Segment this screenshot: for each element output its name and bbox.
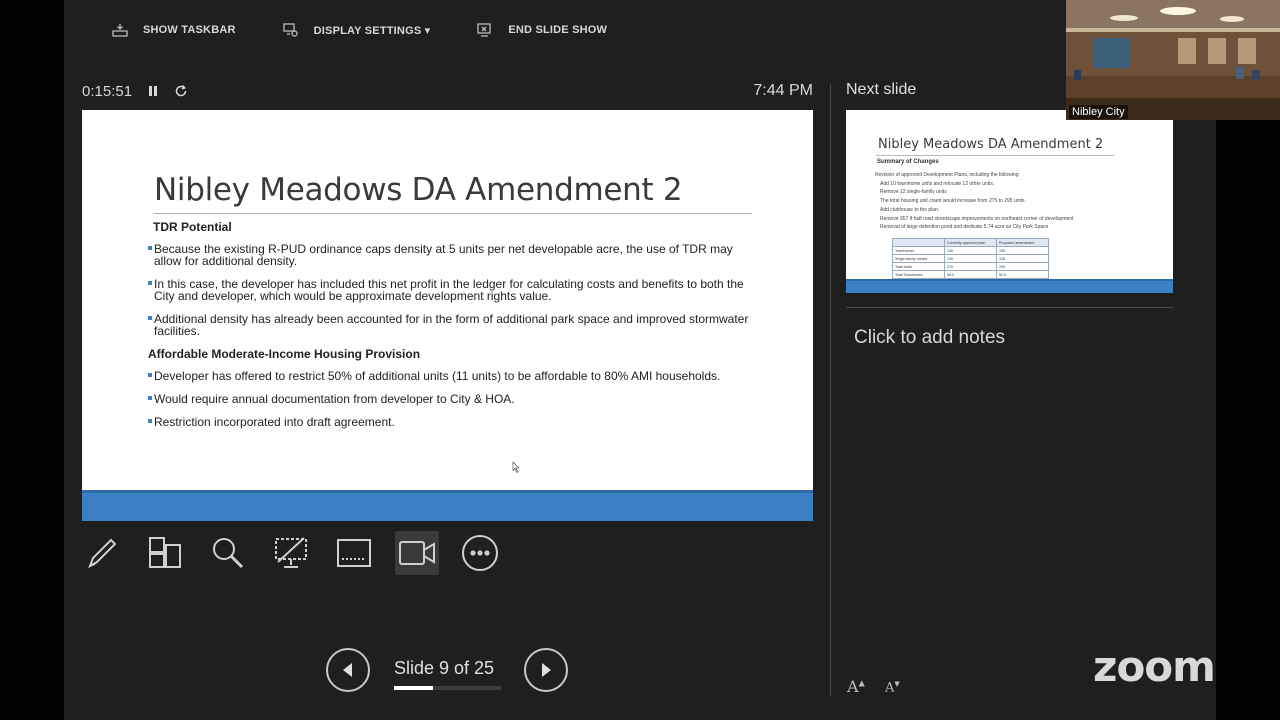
display-settings-icon bbox=[282, 22, 300, 38]
pen-tool-button[interactable] bbox=[80, 531, 124, 575]
title-divider bbox=[154, 213, 752, 214]
panel-divider bbox=[830, 84, 831, 696]
next-slide-label: Next slide bbox=[846, 81, 917, 98]
display-settings-button[interactable] bbox=[282, 22, 431, 38]
decrease-font-button[interactable]: A▼ bbox=[885, 680, 900, 696]
slide-progress-fill bbox=[394, 686, 433, 690]
next-slide-button[interactable] bbox=[524, 648, 568, 692]
show-taskbar-label: SHOW TASKBAR bbox=[143, 24, 236, 36]
ellipsis-icon bbox=[461, 534, 499, 572]
zoom-logo: zoom bbox=[1093, 642, 1215, 691]
slide-tools bbox=[80, 531, 521, 575]
display-settings-label: DISPLAY SETTINGS ▾ bbox=[313, 24, 431, 37]
table-row: Total Townhomes 50.0 52.5 bbox=[893, 271, 1049, 279]
pause-timer-button[interactable] bbox=[148, 85, 158, 97]
video-camera-icon bbox=[398, 535, 436, 571]
bullet: Because the existing R-PUD ordinance caps density at 5 units per net developable acre, the use of TDR may allow for additional density. bbox=[148, 243, 758, 267]
bullet: In this case, the developer has included this net profit in the ledger for calculating costs and benefits to both the City and developer, which would be approximate development rights value. bbox=[148, 278, 758, 302]
end-slide-show-button[interactable] bbox=[476, 22, 607, 38]
section-heading-housing: Affordable Moderate-Income Housing Provision bbox=[148, 347, 421, 361]
next-slide-table bbox=[892, 238, 1049, 279]
taskbar-icon bbox=[111, 22, 129, 38]
slide-navigation bbox=[326, 648, 568, 692]
more-options-button[interactable] bbox=[458, 531, 502, 575]
slide-footer-band bbox=[82, 490, 813, 521]
restart-icon bbox=[174, 84, 188, 98]
next-slide-title: Nibley Meadows DA Amendment 2 bbox=[878, 137, 1104, 152]
font-increase-label: A bbox=[847, 677, 859, 696]
current-time: 7:44 PM bbox=[753, 82, 813, 99]
end-show-icon bbox=[476, 22, 494, 38]
notes-divider bbox=[846, 307, 1173, 308]
next-slide-footer-band bbox=[846, 279, 1173, 293]
left-letterbox bbox=[0, 0, 64, 720]
pen-icon bbox=[84, 535, 120, 571]
bullet: Additional density has already been accounted for in the form of additional park space and improved stormwater facilities. bbox=[148, 313, 758, 337]
list-item: Revision of approved Development Plans, including the following: bbox=[875, 172, 1020, 178]
list-item: Removal of large detention pond and dedicate 5.74 acre as City Park Space bbox=[880, 224, 1049, 231]
current-slide[interactable] bbox=[82, 110, 813, 521]
camera-button[interactable] bbox=[395, 531, 439, 575]
list-item: Remove 12 single-family units bbox=[880, 189, 947, 196]
restart-timer-button[interactable] bbox=[174, 84, 188, 98]
table-row: Total Units 275 295 bbox=[893, 263, 1049, 271]
screen-slash-icon bbox=[273, 535, 309, 571]
list-item: Add 10 townhome units and relocate 12 other units. bbox=[880, 180, 995, 187]
increase-font-button[interactable]: A▲ bbox=[847, 677, 865, 696]
presenter-view bbox=[64, 0, 1216, 720]
next-slide-thumbnail[interactable] bbox=[846, 110, 1173, 293]
table-row: Single-family homes 130 128 bbox=[893, 255, 1049, 263]
end-slide-show-label: END SLIDE SHOW bbox=[508, 24, 608, 36]
magnifier-icon bbox=[210, 535, 246, 571]
show-taskbar-button[interactable] bbox=[111, 22, 236, 38]
black-screen-button[interactable] bbox=[269, 531, 313, 575]
font-decrease-label: A bbox=[885, 680, 895, 696]
list-item: Add clubhouse to the plan. bbox=[880, 206, 940, 213]
slide-counter: Slide 9 of 25 bbox=[394, 658, 495, 678]
bullet: Developer has offered to restrict 50% of additional units (11 units) to be affordable to 80% AMI households. bbox=[148, 370, 758, 382]
triangle-left-icon bbox=[341, 662, 355, 678]
list-item: The total housing unit count would increase from 275 to 295 units. bbox=[880, 198, 1026, 205]
list-item: Remove 957 lf half road streetscape improvements on northeast corner of development bbox=[880, 215, 1074, 222]
see-all-slides-button[interactable] bbox=[143, 531, 187, 575]
grid-icon bbox=[147, 535, 183, 571]
zoom-into-slide-button[interactable] bbox=[206, 531, 250, 575]
triangle-right-icon bbox=[539, 662, 553, 678]
next-slide-bullets bbox=[875, 171, 1155, 232]
presenter-toolbar bbox=[111, 0, 653, 60]
participant-video-thumbnail[interactable] bbox=[1066, 0, 1280, 120]
table-row: Currently approved plan Proposed amendment bbox=[893, 239, 1049, 247]
bullet: Would require annual documentation from developer to City & HOA. bbox=[148, 393, 758, 405]
slide-progress-bar bbox=[394, 686, 501, 690]
slide-body bbox=[148, 221, 758, 439]
pause-icon bbox=[148, 85, 158, 97]
next-slide-title-divider bbox=[876, 155, 1114, 156]
mouse-cursor-icon bbox=[512, 461, 520, 473]
speaker-notes-area[interactable]: Click to add notes bbox=[854, 327, 1006, 348]
participant-name: Nibley City bbox=[1069, 105, 1128, 119]
subtitles-button[interactable] bbox=[332, 531, 376, 575]
next-slide-subtitle: Summary of Changes bbox=[877, 159, 939, 165]
timer-row bbox=[82, 80, 813, 102]
elapsed-timer: 0:15:51 bbox=[82, 82, 133, 100]
slide-title: Nibley Meadows DA Amendment 2 bbox=[154, 172, 683, 208]
bullet: Restriction incorporated into draft agreement. bbox=[148, 416, 758, 428]
subtitles-icon bbox=[336, 535, 372, 571]
table-row: Townhomes 145 155 bbox=[893, 247, 1049, 255]
council-chamber-image bbox=[1066, 0, 1280, 120]
previous-slide-button[interactable] bbox=[326, 648, 370, 692]
section-heading-tdr: TDR Potential bbox=[153, 220, 232, 234]
